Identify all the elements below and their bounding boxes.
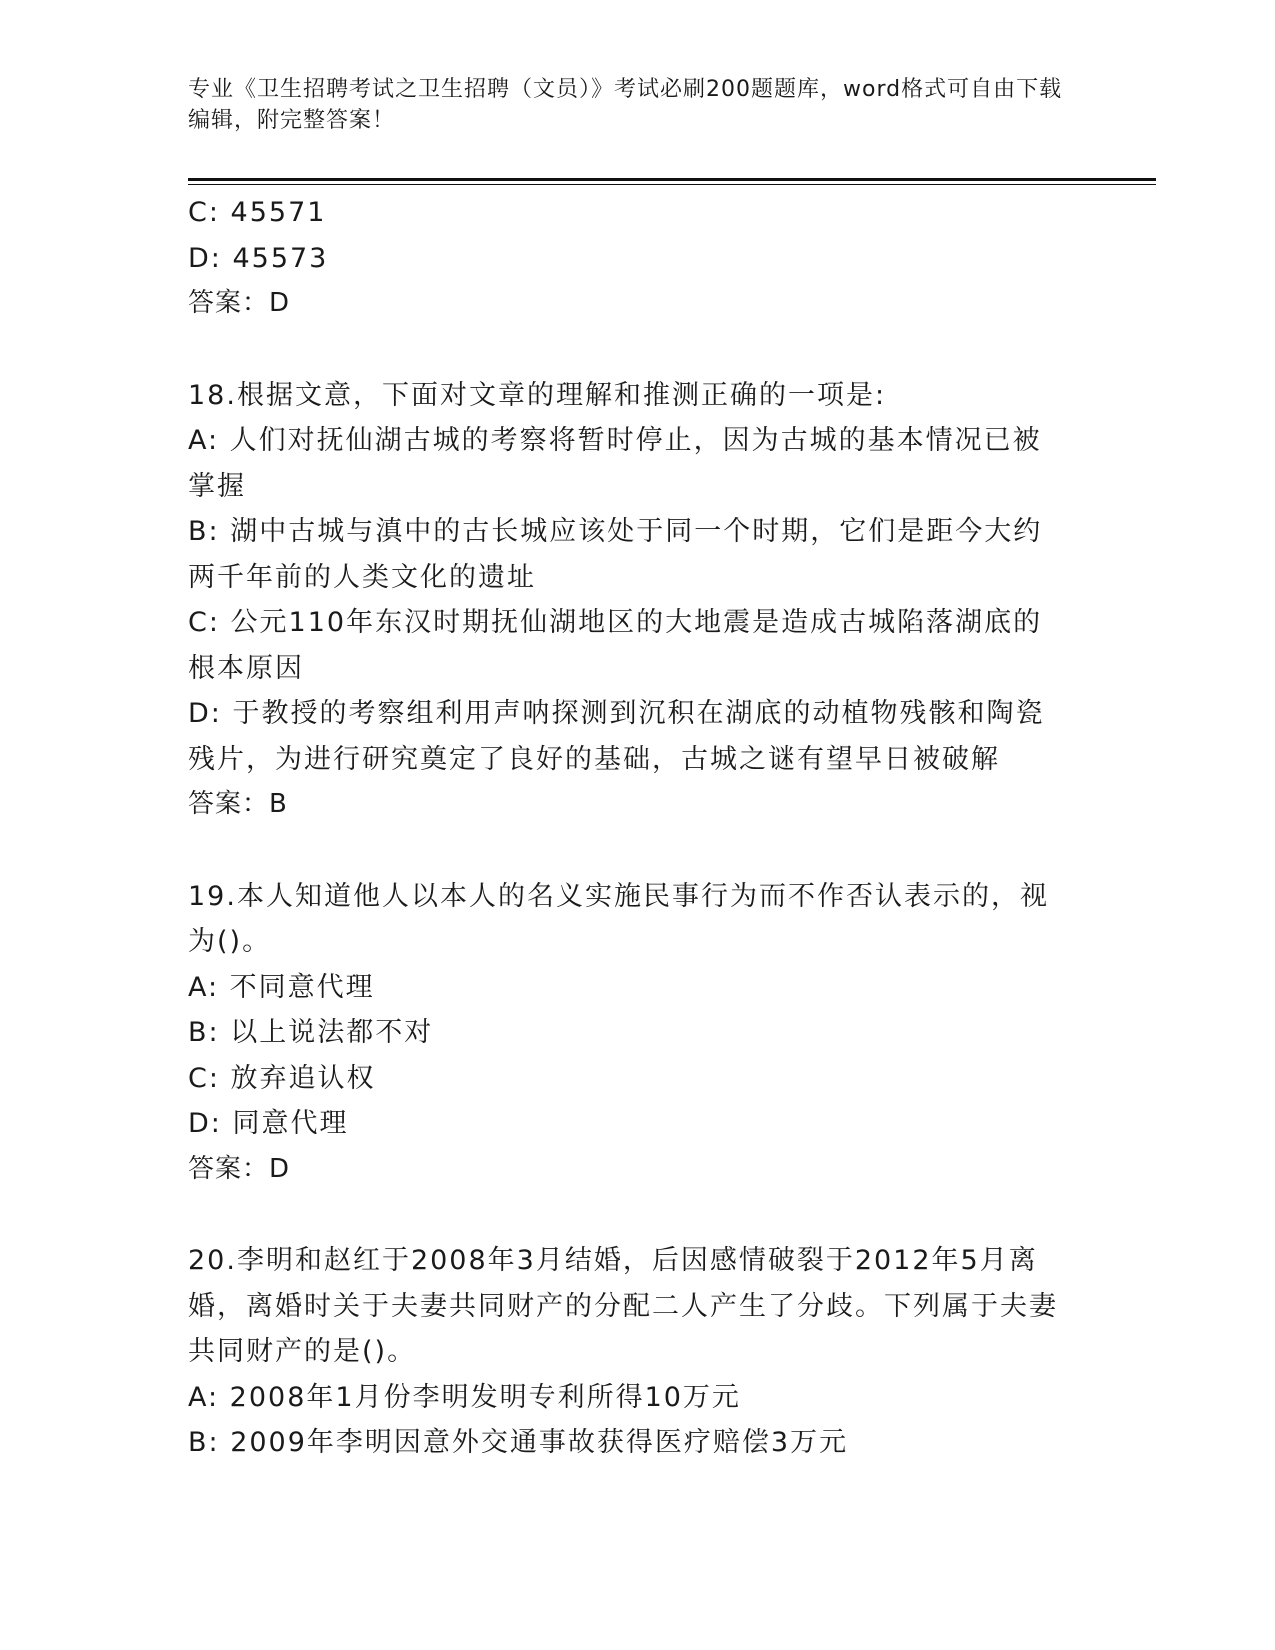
- question-stem: 18.根据文意，下面对文章的理解和推测正确的一项是:: [188, 379, 887, 411]
- option-c: C: 45571: [188, 197, 327, 228]
- option-c: C: 放弃追认权: [188, 1062, 376, 1094]
- option-b: B: 2009年李明因意外交通事故获得医疗赔偿3万元: [188, 1427, 849, 1458]
- option-d: D: 45573: [188, 242, 329, 274]
- option-c: C: 公元110年东汉时期抚仙湖地区的大地震是造成古城陷落湖底的根本原因: [188, 607, 1043, 684]
- answer-line: 答案：D: [188, 288, 291, 318]
- question-17-tail: [188, 190, 1068, 327]
- option-b: B: 湖中古城与滇中的古长城应该处于同一个时期，它们是距今大约两千年前的人类文化的遗址: [188, 516, 1043, 593]
- answer-line: 答案：B: [188, 789, 288, 819]
- option-a: A: 人们对抚仙湖古城的考察将暂时停止，因为古城的基本情况已被掌握: [188, 425, 1042, 502]
- header-rule-thin: [188, 184, 1156, 185]
- option-d: D: 于教授的考察组利用声呐探测到沉积在湖底的动植物残骸和陶瓷残片，为进行研究奠定了良好的基础，古城之谜有望早日被破解: [188, 698, 1045, 775]
- option-a: A: 不同意代理: [188, 971, 375, 1003]
- option-d: D: 同意代理: [188, 1108, 349, 1139]
- question-19: [188, 874, 1068, 1193]
- question-18: [188, 373, 1068, 828]
- document-header: 专业《卫生招聘考试之卫生招聘（文员）》考试必刷200题题库，word格式可自由下载编辑，附完整答案！: [188, 77, 1063, 133]
- question-20: [188, 1238, 1068, 1466]
- header-rule-thick: [188, 178, 1156, 181]
- question-stem: 20.李明和赵红于2008年3月结婚，后因感情破裂于2012年5月离婚，离婚时关于夫妻共同财产的分配二人产生了分歧。下列属于夫妻共同财产的是()。: [188, 1245, 1058, 1367]
- answer-line: 答案：D: [188, 1153, 291, 1184]
- question-stem: 19.本人知道他人以本人的名义实施民事行为而不作否认表示的，视为()。: [188, 880, 1049, 957]
- document-body: [188, 190, 1068, 1466]
- option-b: B: 以上说法都不对: [188, 1017, 434, 1048]
- option-a: A: 2008年1月份李明发明专利所得10万元: [188, 1381, 741, 1413]
